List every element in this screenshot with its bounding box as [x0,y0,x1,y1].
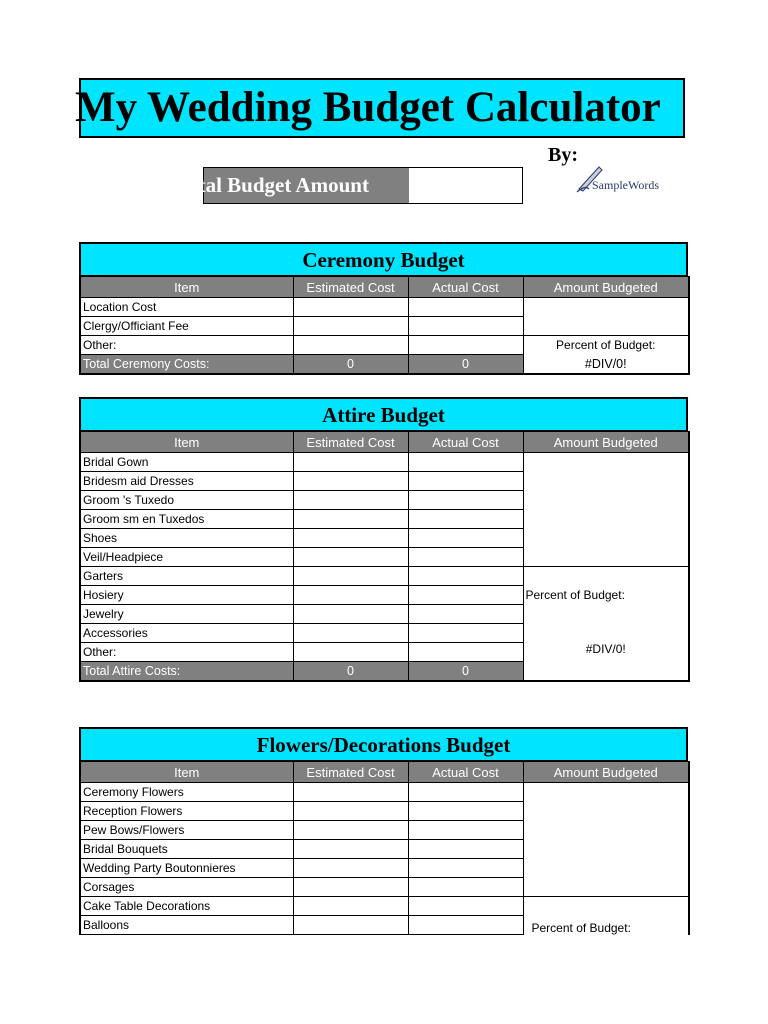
attire-table [79,431,690,682]
table-row [80,336,689,355]
actual-cost-cell[interactable] [408,548,523,567]
estimated-cost-cell[interactable] [293,548,408,567]
estimated-cost-cell[interactable] [293,916,408,935]
estimated-cost-cell[interactable] [293,529,408,548]
total-label: Total Attire Costs: [80,662,293,681]
col-budgeted-header: Amount Budgeted [523,432,689,453]
total-row [80,355,689,374]
actual-cost-cell[interactable] [408,529,523,548]
col-estimated-header: Estimated Cost [293,277,408,298]
actual-cost-cell[interactable] [408,897,523,916]
estimated-cost-cell[interactable] [293,840,408,859]
item-label: Bridal Bouquets [80,840,293,859]
item-label: Wedding Party Boutonnieres [80,859,293,878]
item-label: Location Cost [80,298,293,317]
actual-cost-cell[interactable] [408,605,523,624]
col-actual-header: Actual Cost [408,432,523,453]
amount-budgeted-cell[interactable] [523,298,689,336]
percent-value: #DIV/0! [523,624,689,662]
actual-cost-cell[interactable] [408,878,523,897]
item-label: Groom 's Tuxedo [80,491,293,510]
col-item-header: Item [80,277,293,298]
ceremony-table [79,276,690,375]
estimated-cost-cell[interactable] [293,783,408,802]
col-estimated-header: Estimated Cost [293,762,408,783]
actual-cost-cell[interactable] [408,567,523,586]
estimated-cost-cell[interactable] [293,317,408,336]
item-label: Accessories [80,624,293,643]
percent-label: Percent of Budget: [523,567,689,624]
actual-cost-cell[interactable] [408,491,523,510]
col-budgeted-header: Amount Budgeted [523,762,689,783]
item-label: Clergy/Officiant Fee [80,317,293,336]
item-label: Garters [80,567,293,586]
item-label: Reception Flowers [80,802,293,821]
total-estimated: 0 [293,662,408,681]
col-item-header: Item [80,762,293,783]
actual-cost-cell[interactable] [408,510,523,529]
actual-cost-cell[interactable] [408,472,523,491]
col-estimated-header: Estimated Cost [293,432,408,453]
actual-cost-cell[interactable] [408,821,523,840]
table-row [80,897,689,916]
total-row [80,662,689,681]
estimated-cost-cell[interactable] [293,510,408,529]
ceremony-title: Ceremony Budget [79,242,688,276]
by-label: By: [548,144,578,166]
item-label: Corsages [80,878,293,897]
actual-cost-cell[interactable] [408,802,523,821]
item-label: Bridesm aid Dresses [80,472,293,491]
item-label: Bridal Gown [80,453,293,472]
logo-text: SampleWords [592,178,660,192]
total-estimated: 0 [293,355,408,374]
estimated-cost-cell[interactable] [293,821,408,840]
col-budgeted-header: Amount Budgeted [523,277,689,298]
item-label: Balloons [80,916,293,935]
col-actual-header: Actual Cost [408,762,523,783]
percent-value: #DIV/0! [523,355,689,374]
percent-label: Percent of Budget: [523,336,689,355]
amount-budgeted-cell[interactable] [523,783,689,897]
estimated-cost-cell[interactable] [293,491,408,510]
actual-cost-cell[interactable] [408,840,523,859]
estimated-cost-cell[interactable] [293,859,408,878]
item-label: Cake Table Decorations [80,897,293,916]
estimated-cost-cell[interactable] [293,336,408,355]
item-label: Hosiery [80,586,293,605]
actual-cost-cell[interactable] [408,916,523,935]
flowers-table [79,761,690,935]
estimated-cost-cell[interactable] [293,802,408,821]
total-label: Total Ceremony Costs: [80,355,293,374]
blank-cell [523,662,689,681]
estimated-cost-cell[interactable] [293,878,408,897]
estimated-cost-cell[interactable] [293,567,408,586]
item-label: Ceremony Flowers [80,783,293,802]
attire-section [79,397,688,682]
table-row [80,567,689,586]
actual-cost-cell[interactable] [408,298,523,317]
item-label: Other: [80,643,293,662]
estimated-cost-cell[interactable] [293,472,408,491]
item-label: Groom sm en Tuxedos [80,510,293,529]
item-label: Veil/Headpiece [80,548,293,567]
actual-cost-cell[interactable] [408,624,523,643]
ceremony-section [79,242,688,375]
flowers-section [79,727,688,935]
item-label: Jewelry [80,605,293,624]
flowers-title: Flowers/Decorations Budget [79,727,688,761]
table-row [80,453,689,472]
total-budget-label: Total Budget Amount [204,168,409,203]
attire-title: Attire Budget [79,397,688,431]
actual-cost-cell[interactable] [408,859,523,878]
estimated-cost-cell[interactable] [293,298,408,317]
estimated-cost-cell[interactable] [293,643,408,662]
table-row [80,624,689,643]
estimated-cost-cell[interactable] [293,897,408,916]
col-actual-header: Actual Cost [408,277,523,298]
actual-cost-cell[interactable] [408,336,523,355]
total-actual: 0 [408,662,523,681]
estimated-cost-cell[interactable] [293,624,408,643]
page-title: My Wedding Budget Calculator [79,78,685,138]
actual-cost-cell[interactable] [408,453,523,472]
item-label: Pew Bows/Flowers [80,821,293,840]
actual-cost-cell[interactable] [408,586,523,605]
table-row [80,298,689,317]
estimated-cost-cell[interactable] [293,605,408,624]
estimated-cost-cell[interactable] [293,586,408,605]
col-item-header: Item [80,432,293,453]
actual-cost-cell[interactable] [408,643,523,662]
table-row [80,783,689,802]
item-label: Shoes [80,529,293,548]
amount-budgeted-cell[interactable] [523,453,689,567]
samplewords-logo [575,163,675,203]
item-label: Other: [80,336,293,355]
total-actual: 0 [408,355,523,374]
actual-cost-cell[interactable] [408,783,523,802]
estimated-cost-cell[interactable] [293,453,408,472]
total-budget-field[interactable] [176,167,523,204]
actual-cost-cell[interactable] [408,317,523,336]
percent-label: Percent of Budget: [523,897,689,935]
